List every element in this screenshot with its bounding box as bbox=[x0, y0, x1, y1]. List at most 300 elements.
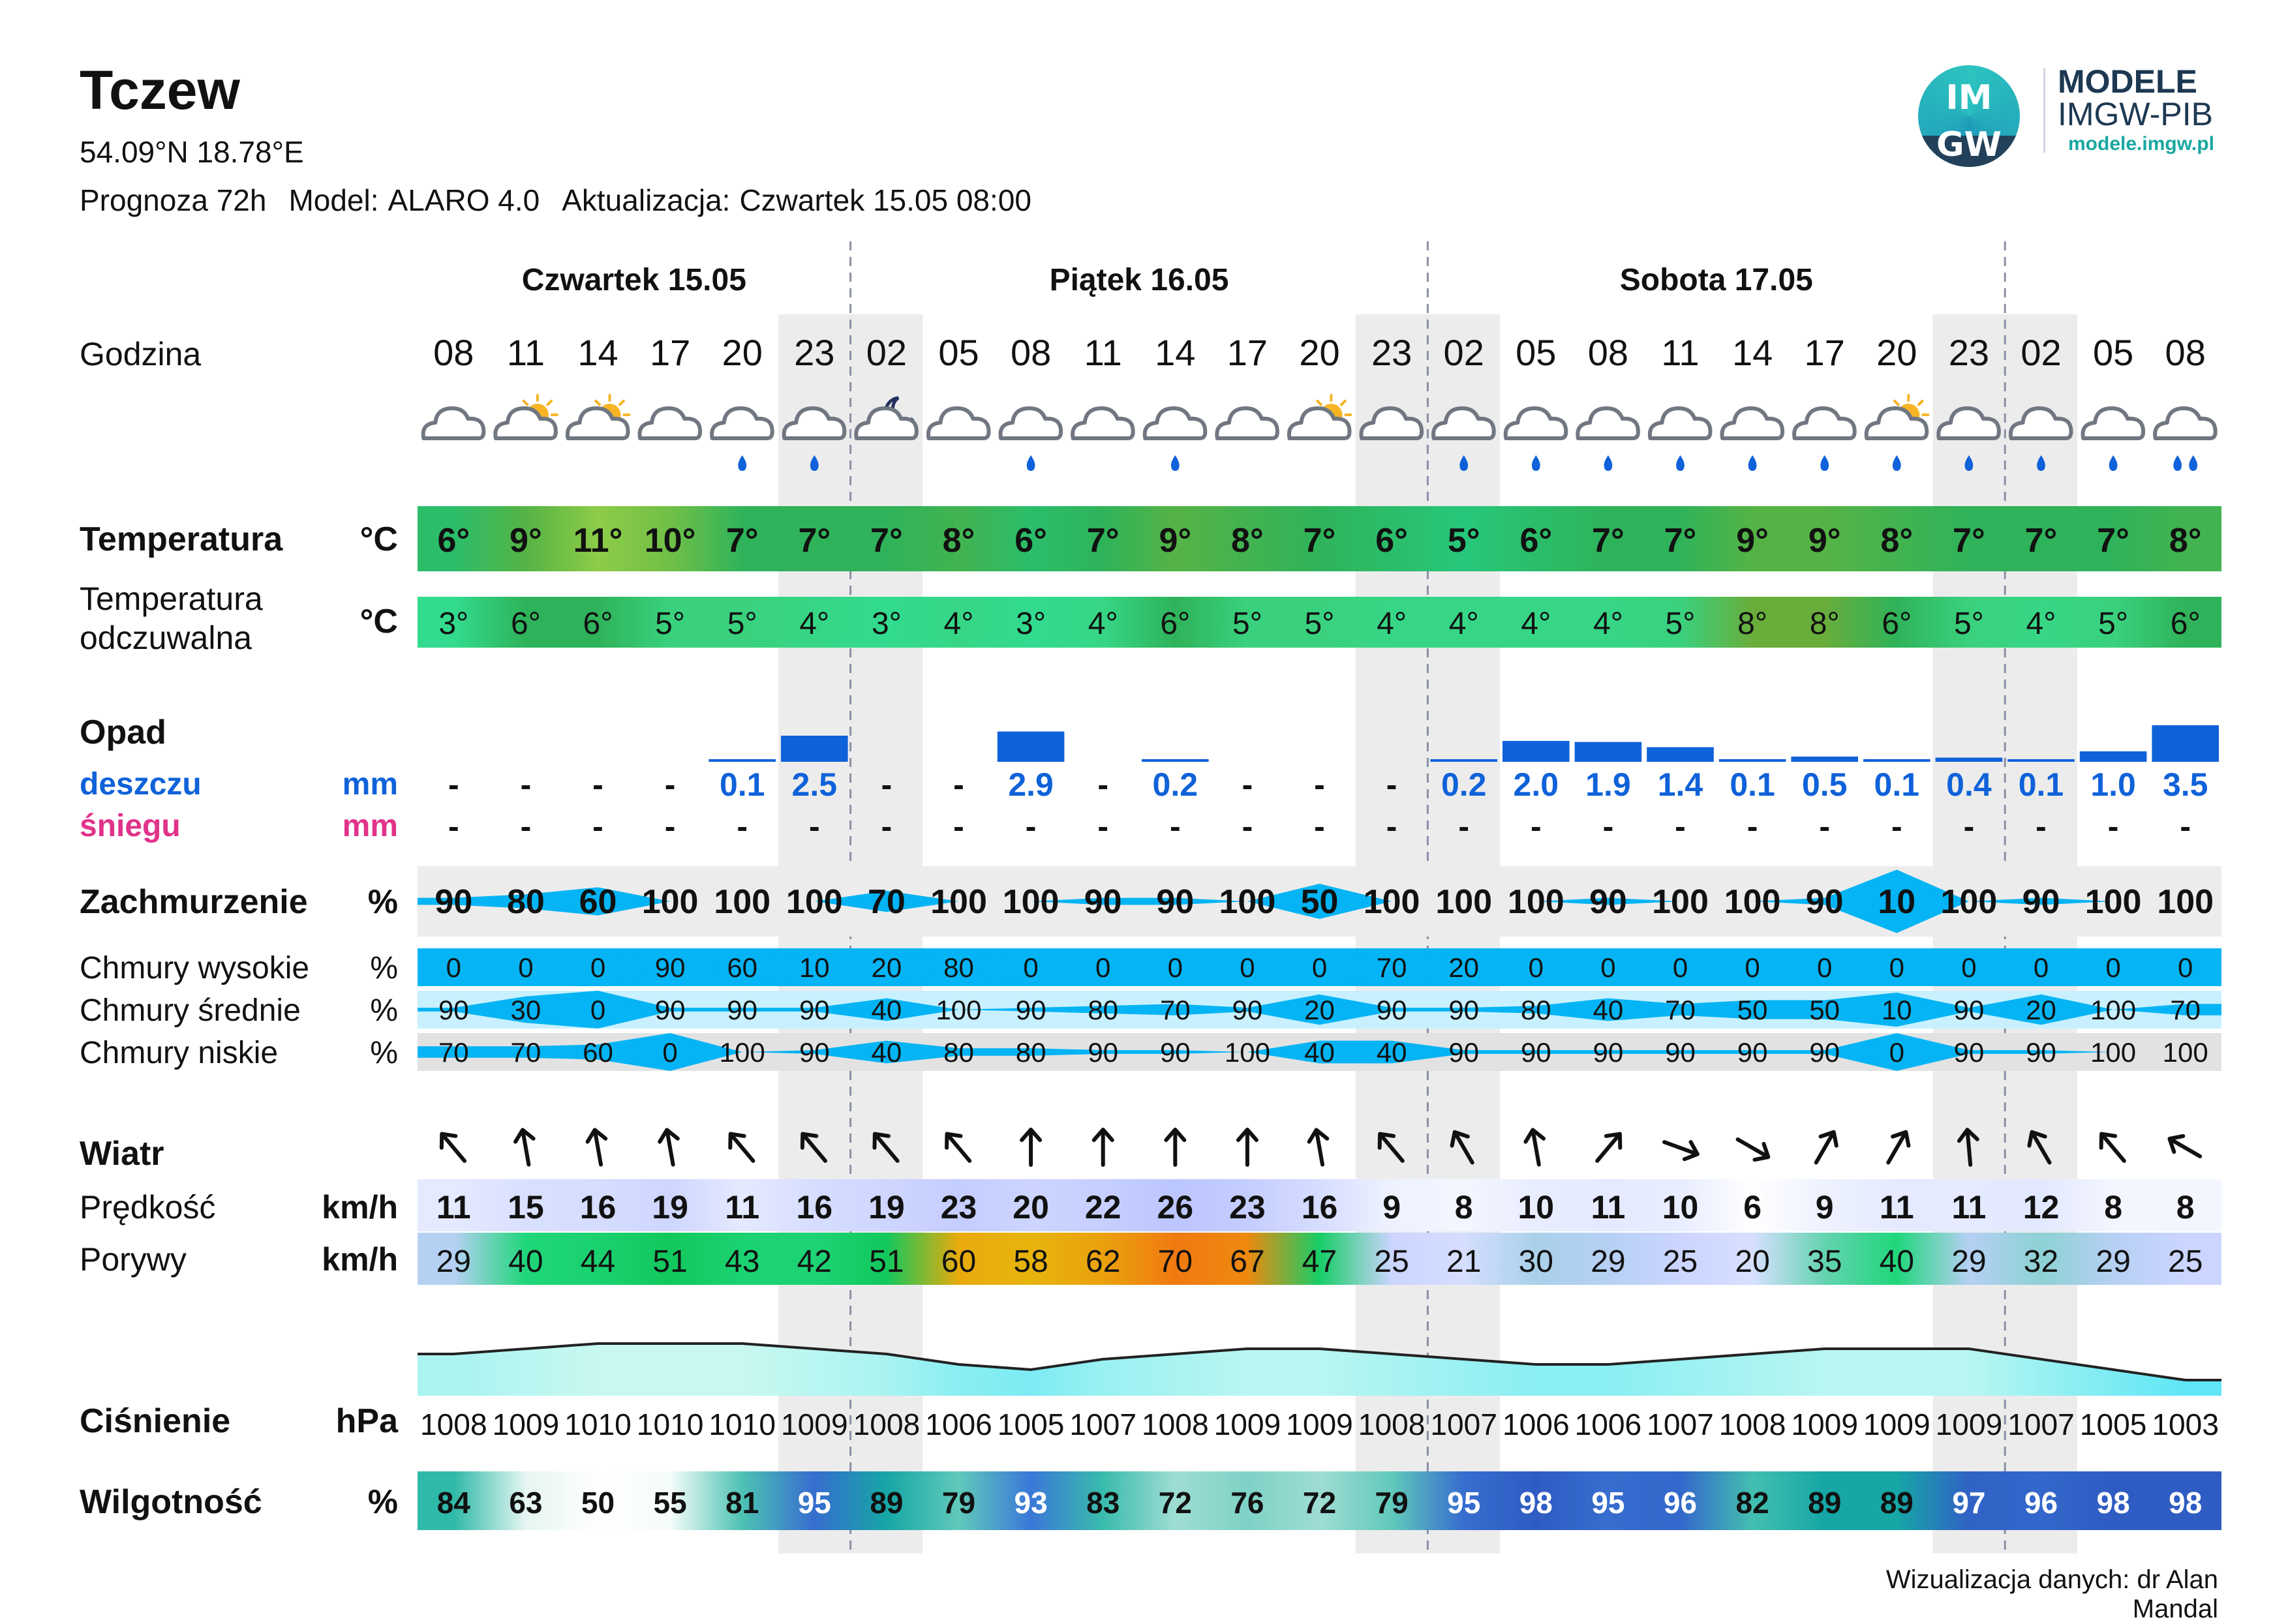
wind-arrow-icon bbox=[1808, 1128, 1842, 1167]
wind-gust-value: 62 bbox=[1086, 1244, 1121, 1279]
snow-value: - bbox=[953, 808, 964, 845]
humidity-label: Wilgotność bbox=[80, 1483, 262, 1521]
cloud-low-value: 90 bbox=[1520, 1037, 1551, 1068]
cloud-total-value: 100 bbox=[1363, 883, 1420, 921]
humidity-value: 98 bbox=[2169, 1486, 2203, 1520]
wind-speed-value: 9 bbox=[1382, 1189, 1401, 1226]
cloud-mid-value: 90 bbox=[654, 995, 686, 1025]
hour-label: 20 bbox=[722, 332, 763, 373]
snow-value: - bbox=[737, 808, 748, 845]
pressure-label: Ciśnienie bbox=[80, 1402, 231, 1440]
cloud-high-value: 0 bbox=[1167, 952, 1183, 983]
rain-label: deszczu bbox=[80, 767, 202, 802]
rain-value: 2.9 bbox=[1008, 766, 1054, 803]
wind-speed-value: 22 bbox=[1084, 1189, 1121, 1226]
rain-value: 2.0 bbox=[1513, 766, 1559, 803]
pressure-value: 1008 bbox=[420, 1407, 487, 1441]
wind-arrow-icon bbox=[435, 1128, 472, 1167]
wind-gust-value: 58 bbox=[1013, 1244, 1048, 1279]
cloud-low-value: 90 bbox=[1448, 1037, 1480, 1068]
cloud-total-value: 100 bbox=[2157, 883, 2214, 921]
rain-value: - bbox=[881, 766, 892, 803]
cloud-icon bbox=[1722, 408, 1782, 471]
snow-value: - bbox=[1963, 808, 1975, 845]
city-name: Tczew bbox=[80, 59, 240, 121]
cloud-high-value: 80 bbox=[943, 952, 974, 983]
wind-gust-value: 67 bbox=[1230, 1244, 1265, 1279]
snow-value: - bbox=[1025, 808, 1037, 845]
cloud-total-value: 90 bbox=[1084, 883, 1122, 921]
rain-drop-icon bbox=[1171, 455, 1180, 471]
hour-label: 05 bbox=[938, 332, 979, 373]
wind-gust-value: 44 bbox=[580, 1244, 616, 1279]
cloud-mid-value: 70 bbox=[2170, 995, 2201, 1025]
cloud-mid-value: 90 bbox=[799, 995, 830, 1025]
wind-speed-value: 16 bbox=[796, 1189, 833, 1226]
wind-speed-value: 10 bbox=[1662, 1189, 1699, 1226]
humidity-value: 96 bbox=[1663, 1486, 1698, 1520]
wind-speed-value: 11 bbox=[1591, 1189, 1626, 1226]
rain-value: - bbox=[664, 766, 676, 803]
wind-gust-value: 21 bbox=[1446, 1244, 1482, 1279]
cloud-total-value: 100 bbox=[1002, 883, 1060, 921]
feels-like-value: 4° bbox=[943, 607, 974, 641]
cloud-low-value: 100 bbox=[2162, 1037, 2208, 1068]
temperature-value: 8° bbox=[2169, 522, 2202, 560]
cloud-low-value: 0 bbox=[662, 1037, 678, 1068]
pressure-value: 1005 bbox=[997, 1407, 1065, 1441]
wind-arrow-icon bbox=[1661, 1134, 1700, 1163]
temperature-value: 10° bbox=[644, 522, 696, 560]
feels-like-unit: °C bbox=[359, 603, 398, 640]
pressure-value: 1009 bbox=[1213, 1407, 1281, 1441]
temperature-value: 6° bbox=[437, 522, 470, 560]
coordinates: 54.09°N 18.78°E bbox=[80, 135, 304, 169]
feels-like-value: 5° bbox=[727, 607, 757, 641]
wind-speed-value: 16 bbox=[579, 1189, 617, 1226]
rain-value: 1.4 bbox=[1657, 766, 1703, 803]
wind-speed-value: 11 bbox=[1879, 1189, 1914, 1226]
cloud-low-value: 100 bbox=[719, 1037, 765, 1068]
temperature-value: 5° bbox=[1447, 522, 1480, 560]
cloud-high-value: 0 bbox=[518, 952, 534, 983]
cloud-high-value: 90 bbox=[654, 952, 686, 983]
wind-gust-value: 32 bbox=[2023, 1244, 2059, 1279]
cloud-high-value: 0 bbox=[1600, 952, 1616, 983]
feels-like-value: 8° bbox=[1809, 607, 1840, 641]
wind-gust-value: 51 bbox=[869, 1244, 904, 1279]
rain-bar bbox=[2152, 725, 2219, 762]
temperature-value: 7° bbox=[1953, 522, 1985, 560]
wind-gust-value: 29 bbox=[2096, 1244, 2131, 1279]
cloud-high-value: 0 bbox=[446, 952, 461, 983]
rain-value: 0.5 bbox=[1801, 766, 1848, 803]
cloud-icon bbox=[2155, 408, 2216, 471]
cloud-high-value: 0 bbox=[1095, 952, 1111, 983]
wind-speed-value: 19 bbox=[652, 1189, 688, 1226]
wind-gust-value: 25 bbox=[1662, 1244, 1698, 1279]
feels-like-value: 3° bbox=[1016, 607, 1046, 641]
temperature-value: 9° bbox=[1159, 522, 1192, 560]
cloud-mid-value: 100 bbox=[2090, 995, 2137, 1025]
cloud-low-value: 90 bbox=[2026, 1037, 2056, 1068]
rain-bar bbox=[1791, 757, 1858, 762]
pressure-value: 1010 bbox=[564, 1407, 632, 1441]
cloud-high-value: 0 bbox=[1311, 952, 1328, 983]
feels-like-value: 4° bbox=[799, 607, 830, 641]
pressure-value: 1006 bbox=[1502, 1407, 1570, 1441]
cloud-total-value: 80 bbox=[506, 883, 545, 921]
rain-value: 0.1 bbox=[1730, 766, 1775, 803]
rain-value: - bbox=[1097, 766, 1109, 803]
cloud-low-unit: % bbox=[370, 1036, 398, 1070]
feels-like-value: 6° bbox=[1160, 607, 1191, 641]
wind-arrow-icon bbox=[1524, 1128, 1548, 1166]
wind-speed-value: 11 bbox=[725, 1189, 760, 1226]
rain-drop-icon bbox=[1893, 455, 1901, 471]
cloud-mid-value: 90 bbox=[727, 995, 758, 1025]
logo-url: modele.imgw.pl bbox=[2068, 133, 2214, 155]
pressure-value: 1003 bbox=[2152, 1407, 2219, 1441]
humidity-value: 95 bbox=[1447, 1486, 1481, 1520]
cloud-low-value: 40 bbox=[1304, 1037, 1335, 1068]
cloud-low-value: 0 bbox=[1889, 1037, 1904, 1068]
logo-badge-top: IM bbox=[1945, 78, 1992, 117]
snow-value: - bbox=[1458, 808, 1470, 845]
update-label: Aktualizacja: bbox=[562, 183, 731, 217]
cloud-icon bbox=[639, 408, 700, 438]
wind-gust-value: 29 bbox=[1951, 1244, 1987, 1279]
cloud-high-value: 0 bbox=[1817, 952, 1833, 983]
snow-value: - bbox=[1314, 808, 1325, 845]
wind-arrow-icon bbox=[2094, 1128, 2131, 1167]
rain-value: - bbox=[1242, 766, 1253, 803]
cloud-high-value: 60 bbox=[727, 952, 758, 983]
pressure-value: 1006 bbox=[1574, 1407, 1642, 1441]
hour-label: 11 bbox=[1661, 332, 1700, 373]
humidity-value: 89 bbox=[1880, 1486, 1914, 1520]
cloud-low-value: 90 bbox=[1088, 1037, 1119, 1068]
pressure-value: 1005 bbox=[2079, 1407, 2147, 1441]
humidity-value: 97 bbox=[1952, 1486, 1986, 1520]
temperature-value: 8° bbox=[1880, 522, 1914, 560]
hour-label: 05 bbox=[2092, 332, 2134, 373]
cloud-total-value: 100 bbox=[1652, 883, 1709, 921]
cloud-low-value: 90 bbox=[1593, 1037, 1624, 1068]
temperature-value: 7° bbox=[870, 522, 903, 560]
cloud-total-label: Zachmurzenie bbox=[80, 883, 308, 921]
rain-drop-icon bbox=[1748, 455, 1757, 471]
temperature-value: 7° bbox=[798, 522, 831, 560]
feels-like-value: 5° bbox=[1953, 607, 1984, 641]
cloud-low-label: Chmury niskie bbox=[80, 1036, 279, 1070]
feels-like-value: 3° bbox=[871, 607, 902, 641]
pressure-value: 1007 bbox=[1647, 1407, 1714, 1441]
wind-arrow-icon bbox=[1166, 1130, 1184, 1165]
rain-drop-icon bbox=[1820, 455, 1829, 471]
wind-arrow-icon bbox=[940, 1128, 977, 1167]
temperature-value: 11° bbox=[573, 522, 623, 560]
cloud-mid-value: 100 bbox=[936, 995, 982, 1025]
rain-value: 0.2 bbox=[1152, 766, 1198, 803]
update-value: Czwartek 15.05 08:00 bbox=[739, 183, 1031, 217]
pressure-value: 1008 bbox=[1358, 1407, 1426, 1441]
rain-value: 0.1 bbox=[2018, 766, 2064, 803]
rain-value: 1.0 bbox=[2090, 766, 2136, 803]
cloud-mid-value: 90 bbox=[438, 995, 469, 1025]
feels-like-value: 4° bbox=[1521, 607, 1551, 641]
feels-like-value: 4° bbox=[2026, 607, 2056, 641]
wind-speed-value: 23 bbox=[1229, 1189, 1266, 1226]
rain-bar bbox=[781, 736, 848, 762]
wind-gust-value: 29 bbox=[436, 1244, 471, 1279]
hour-label: 14 bbox=[577, 332, 618, 373]
wind-arrow-icon bbox=[658, 1128, 682, 1166]
wind-gust-value: 29 bbox=[1591, 1244, 1626, 1279]
cloud-mid-value: 90 bbox=[1953, 995, 1985, 1025]
cloud-total-unit: % bbox=[367, 883, 398, 921]
hour-label: 02 bbox=[1443, 332, 1484, 373]
cloud-icon bbox=[1000, 408, 1061, 471]
humidity-value: 50 bbox=[581, 1486, 615, 1520]
temperature-value: 7° bbox=[1303, 522, 1336, 560]
hour-label: 17 bbox=[1804, 332, 1845, 373]
hour-label: 11 bbox=[506, 332, 545, 373]
hour-label: 08 bbox=[1587, 332, 1629, 373]
feels-like-value: 6° bbox=[2170, 607, 2201, 641]
humidity-value: 95 bbox=[797, 1486, 831, 1520]
rain-value: - bbox=[1386, 766, 1397, 803]
hour-label: 08 bbox=[2165, 332, 2206, 373]
wind-gust-unit: km/h bbox=[322, 1241, 398, 1278]
feels-like-label-2: odczuwalna bbox=[80, 620, 252, 656]
pressure-value: 1006 bbox=[925, 1407, 992, 1441]
rain-value: - bbox=[520, 766, 532, 803]
cloud-high-value: 70 bbox=[1376, 952, 1407, 983]
snow-value: - bbox=[1675, 808, 1686, 845]
humidity-value: 98 bbox=[1519, 1486, 1553, 1520]
cloud-high-value: 0 bbox=[1889, 952, 1904, 983]
cloud-high-value: 0 bbox=[1961, 952, 1977, 983]
sun-cloud-icon bbox=[495, 395, 557, 438]
wind-speed-value: 16 bbox=[1301, 1189, 1338, 1226]
cloud-mid-value: 40 bbox=[1593, 995, 1624, 1025]
cloud-icon bbox=[423, 408, 484, 438]
cloud-low-value: 90 bbox=[1665, 1037, 1696, 1068]
temperature-value: 6° bbox=[1014, 522, 1047, 560]
snow-value: - bbox=[1747, 808, 1758, 845]
logo-line1: MODELE bbox=[2058, 63, 2197, 100]
wind-speed-value: 9 bbox=[1815, 1189, 1834, 1226]
cloud-mid-value: 90 bbox=[1448, 995, 1480, 1025]
feels-like-value: 6° bbox=[1882, 607, 1912, 641]
rain-drop-icon bbox=[2109, 455, 2118, 471]
hour-label: 14 bbox=[1155, 332, 1196, 373]
humidity-value: 55 bbox=[653, 1486, 687, 1520]
rain-value: 3.5 bbox=[2162, 766, 2208, 803]
snow-value: - bbox=[1602, 808, 1614, 845]
humidity-value: 72 bbox=[1158, 1486, 1192, 1520]
logo-badge-bottom: GW bbox=[1936, 125, 2002, 164]
wind-arrow-icon bbox=[513, 1128, 538, 1166]
temperature-value: 7° bbox=[1664, 522, 1697, 560]
pressure-value: 1009 bbox=[1935, 1407, 2003, 1441]
wind-gust-value: 51 bbox=[652, 1244, 688, 1279]
rain-bar bbox=[1142, 759, 1209, 762]
humidity-value: 76 bbox=[1230, 1486, 1264, 1520]
wind-speed-value: 11 bbox=[436, 1189, 471, 1226]
wind-gust-value: 40 bbox=[508, 1244, 543, 1279]
cloud-mid-value: 90 bbox=[1015, 995, 1046, 1025]
cloud-icon bbox=[2082, 408, 2143, 471]
wind-gust-value: 20 bbox=[1735, 1244, 1770, 1279]
feels-like-value: 5° bbox=[2098, 607, 2129, 641]
cloud-high-label: Chmury wysokie bbox=[80, 951, 310, 985]
hour-row-label: Godzina bbox=[80, 336, 202, 372]
cloud-total-value: 100 bbox=[1724, 883, 1781, 921]
cloud-mid-value: 70 bbox=[1665, 995, 1696, 1025]
cloud-low-value: 60 bbox=[583, 1037, 613, 1068]
wind-gust-value: 70 bbox=[1157, 1244, 1193, 1279]
cloud-low-value: 100 bbox=[1224, 1037, 1270, 1068]
wind-speed-value: 8 bbox=[2104, 1189, 2123, 1226]
feels-like-value: 6° bbox=[583, 607, 613, 641]
wind-speed-value: 23 bbox=[940, 1189, 977, 1226]
hour-label: 23 bbox=[1948, 332, 1990, 373]
wind-speed-value: 6 bbox=[1743, 1189, 1762, 1226]
temperature-value: 6° bbox=[1375, 522, 1408, 560]
wind-speed-value: 8 bbox=[2176, 1189, 2195, 1226]
rain-value: 0.2 bbox=[1441, 766, 1487, 803]
rain-value: - bbox=[592, 766, 603, 803]
rain-unit: mm bbox=[342, 767, 398, 802]
temperature-value: 9° bbox=[510, 522, 542, 560]
wind-speed-value: 19 bbox=[868, 1189, 905, 1226]
cloud-low-value: 90 bbox=[799, 1037, 830, 1068]
cloud-total-value: 100 bbox=[1219, 883, 1276, 921]
pressure-value: 1009 bbox=[1286, 1407, 1353, 1441]
snow-value: - bbox=[1530, 808, 1542, 845]
humidity-value: 89 bbox=[1808, 1486, 1842, 1520]
temperature-value: 7° bbox=[1592, 522, 1624, 560]
temperature-unit: °C bbox=[359, 520, 398, 558]
cloud-mid-value: 40 bbox=[871, 995, 902, 1025]
feels-like-value: 6° bbox=[510, 607, 541, 641]
credit: Wizualizacja danych: dr Alan Mandal bbox=[1885, 1565, 2218, 1623]
feels-like-value: 5° bbox=[1304, 607, 1335, 641]
wind-gust-value: 40 bbox=[1879, 1244, 1914, 1279]
wind-arrow-icon bbox=[724, 1128, 760, 1167]
pressure-value: 1010 bbox=[636, 1407, 704, 1441]
pressure-unit: hPa bbox=[335, 1402, 398, 1440]
wind-speed-value: 12 bbox=[2022, 1189, 2060, 1226]
cloud-total-value: 90 bbox=[1805, 883, 1844, 921]
wind-arrow-icon bbox=[1022, 1130, 1040, 1165]
cloud-low-value: 40 bbox=[871, 1037, 902, 1068]
wind-arrow-icon bbox=[2165, 1131, 2204, 1164]
cloud-low-value: 80 bbox=[943, 1037, 974, 1068]
cloud-low-value: 90 bbox=[1953, 1037, 1985, 1068]
hour-label: 02 bbox=[2021, 332, 2062, 373]
cloud-icon bbox=[1217, 408, 1277, 438]
rain-drop-icon bbox=[1027, 455, 1035, 471]
model-label: Model: bbox=[288, 183, 379, 217]
hour-label: 20 bbox=[1299, 332, 1340, 373]
rain-value: - bbox=[448, 766, 459, 803]
wind-label: Wiatr bbox=[80, 1135, 164, 1173]
wind-gust-value: 42 bbox=[797, 1244, 832, 1279]
cloud-icon bbox=[1073, 408, 1133, 438]
snow-value: - bbox=[664, 808, 676, 845]
wind-gust-value: 25 bbox=[2168, 1244, 2203, 1279]
rain-bar bbox=[998, 732, 1065, 762]
pressure-value: 1009 bbox=[1791, 1407, 1858, 1441]
feels-like-value: 5° bbox=[655, 607, 686, 641]
wind-arrow-icon bbox=[1307, 1128, 1332, 1166]
rain-value: 1.9 bbox=[1585, 766, 1631, 803]
wind-arrow-icon bbox=[1590, 1128, 1626, 1167]
humidity-value: 81 bbox=[725, 1486, 759, 1520]
wind-speed-label: Prędkość bbox=[80, 1189, 216, 1226]
cloud-high-value: 0 bbox=[1240, 952, 1255, 983]
feels-like-value: 4° bbox=[1088, 607, 1118, 641]
wind-speed-value: 26 bbox=[1157, 1189, 1194, 1226]
cloud-low-value: 70 bbox=[438, 1037, 469, 1068]
humidity-value: 72 bbox=[1302, 1486, 1337, 1520]
rain-bar bbox=[1719, 759, 1786, 762]
cloud-mid-value: 20 bbox=[2026, 995, 2056, 1025]
snow-value: - bbox=[448, 808, 459, 845]
cloud-total-value: 10 bbox=[1878, 883, 1916, 921]
snow-value: - bbox=[1891, 808, 1902, 845]
wind-arrow-icon bbox=[1094, 1130, 1112, 1165]
hour-label: 23 bbox=[1371, 332, 1412, 373]
feels-like-value: 4° bbox=[1448, 607, 1479, 641]
cloud-mid-value: 90 bbox=[1376, 995, 1407, 1025]
rain-drop-icon bbox=[1532, 455, 1540, 471]
snow-value: - bbox=[592, 808, 603, 845]
cloud-high-value: 0 bbox=[1672, 952, 1688, 983]
rain-bar bbox=[2080, 751, 2147, 762]
humidity-value: 93 bbox=[1014, 1486, 1048, 1520]
day-label: Sobota 17.05 bbox=[1619, 263, 1813, 297]
cloud-low-value: 80 bbox=[1015, 1037, 1046, 1068]
wind-speed-value: 10 bbox=[1518, 1189, 1555, 1226]
cloud-mid-label: Chmury średnie bbox=[80, 993, 301, 1028]
model-value: ALARO 4.0 bbox=[388, 183, 540, 217]
humidity-value: 82 bbox=[1735, 1486, 1769, 1520]
cloud-icon bbox=[1650, 408, 1711, 471]
hour-label: 02 bbox=[866, 332, 908, 373]
rain-value: 0.1 bbox=[719, 766, 765, 803]
snow-value: - bbox=[1819, 808, 1831, 845]
snow-value: - bbox=[1242, 808, 1253, 845]
wind-arrow-icon bbox=[1733, 1132, 1773, 1165]
temperature-label: Temperatura bbox=[80, 520, 283, 558]
cloud-icon bbox=[928, 408, 989, 438]
snow-value: - bbox=[2107, 808, 2119, 845]
cloud-mid-value: 80 bbox=[1088, 995, 1119, 1025]
snow-value: - bbox=[808, 808, 820, 845]
hour-label: 08 bbox=[1010, 332, 1052, 373]
pressure-area bbox=[418, 1344, 2221, 1396]
cloud-high-value: 0 bbox=[2033, 952, 2049, 983]
rain-value: 2.5 bbox=[791, 766, 838, 803]
cloud-total-value: 100 bbox=[930, 883, 987, 921]
cloud-mid-value: 0 bbox=[590, 995, 606, 1025]
cloud-total-value: 90 bbox=[1156, 883, 1195, 921]
rain-value: 0.1 bbox=[1874, 766, 1920, 803]
